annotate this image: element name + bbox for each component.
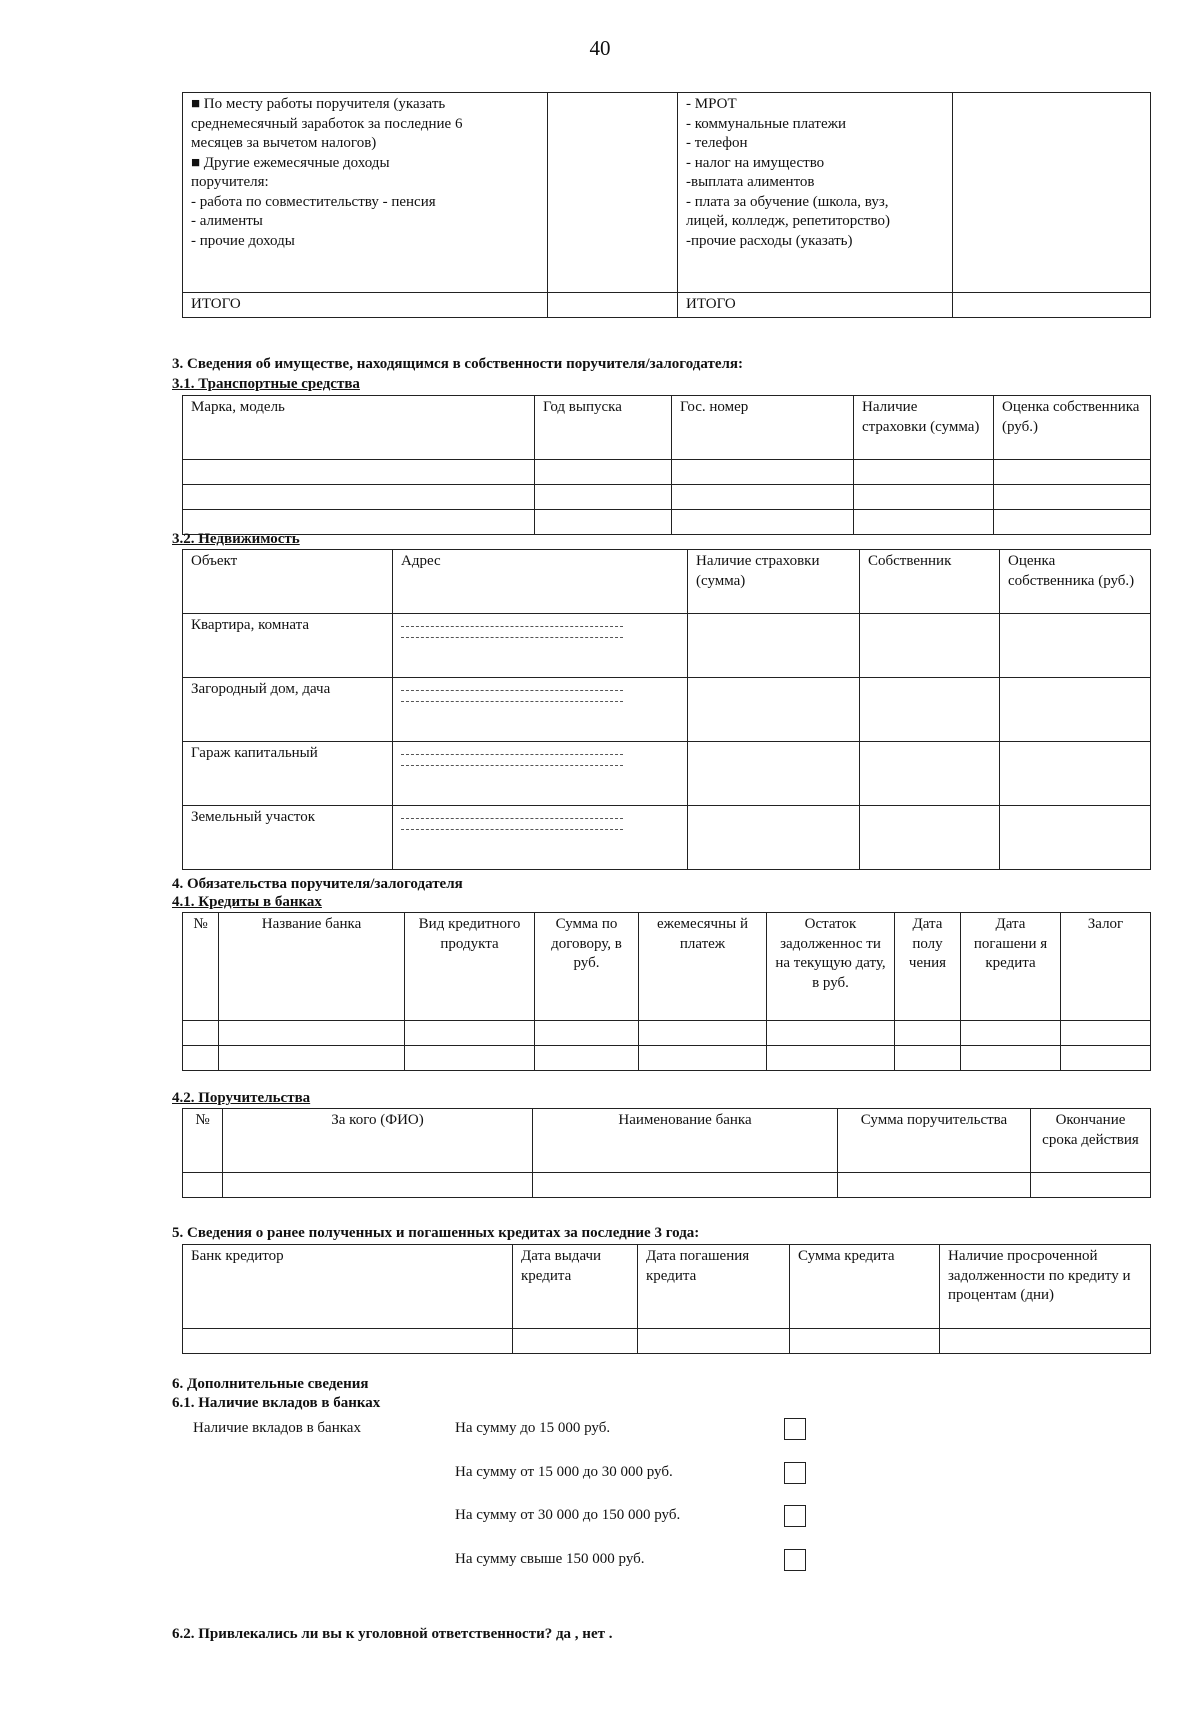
- section62-question: 6.2. Привлекались ли вы к уголовной ответственности? да , нет .: [172, 1626, 613, 1642]
- row-label: Квартира, комната: [183, 614, 393, 678]
- table-cell[interactable]: [860, 678, 1000, 742]
- section61-title: 6.1. Наличие вкладов в банках: [172, 1395, 381, 1411]
- income-line: ■ По месту работы поручителя (указать: [191, 96, 446, 112]
- income-line: поручителя:: [191, 174, 269, 190]
- income-line: - прочие доходы: [191, 232, 295, 249]
- col-header: Дата выдачи кредита: [513, 1245, 638, 1329]
- address-cell[interactable]: [393, 742, 688, 806]
- table-cell[interactable]: [535, 1046, 639, 1071]
- table-cell[interactable]: [1061, 1021, 1151, 1046]
- table-row: [183, 614, 1151, 678]
- col-header: Наличие страховки (сумма): [688, 550, 860, 614]
- real-estate-table: [182, 549, 1151, 870]
- col-header: Гос. номер: [672, 396, 854, 460]
- table-cell[interactable]: [688, 614, 860, 678]
- expense-line: лицей, колледж, репетиторство): [686, 213, 890, 229]
- deposit-checkbox[interactable]: [784, 1505, 806, 1527]
- table-row: [183, 742, 1151, 806]
- income-line: среднемесячный заработок за последние 6: [191, 115, 463, 132]
- table-cell[interactable]: [838, 1173, 1031, 1198]
- table-cell[interactable]: [1000, 742, 1151, 806]
- table-row: [183, 1329, 1151, 1354]
- col-header: Окончание срока действия: [1031, 1109, 1151, 1173]
- table-cell[interactable]: [860, 614, 1000, 678]
- col-header: Дата полу чения: [895, 913, 961, 1021]
- guarantees-table: [182, 1108, 1151, 1198]
- col-header: Сумма кредита: [790, 1245, 940, 1329]
- col-header: Наличие просроченной задолженности по кредиту и процентам (дни): [940, 1245, 1151, 1329]
- row-label: Гараж капитальный: [183, 742, 393, 806]
- expense-line: - налог на имущество: [686, 154, 825, 171]
- col-header: ежемесячны й платеж: [639, 913, 767, 1021]
- section41-title: 4.1. Кредиты в банках: [172, 894, 322, 910]
- table-row: [183, 1173, 1151, 1198]
- table-cell[interactable]: [854, 485, 994, 510]
- col-header: Наличие страховки (сумма): [854, 396, 994, 460]
- expense-line: -выплата алиментов: [686, 174, 815, 190]
- table-cell[interactable]: [1061, 1046, 1151, 1071]
- bank-credits-table: [182, 912, 1151, 1071]
- table-cell[interactable]: [1000, 806, 1151, 870]
- table-cell[interactable]: [1000, 614, 1151, 678]
- col-header: Марка, модель: [183, 396, 535, 460]
- income-line: - алименты: [191, 213, 263, 229]
- section6-title: 6. Дополнительные сведения: [172, 1376, 369, 1392]
- table-cell[interactable]: [183, 1329, 513, 1354]
- row-label: Земельный участок: [183, 806, 393, 870]
- table-cell[interactable]: [895, 1021, 961, 1046]
- income-expense-table: [182, 92, 1151, 318]
- table-cell[interactable]: [767, 1046, 895, 1071]
- table-cell[interactable]: [183, 460, 535, 485]
- table-cell[interactable]: [1031, 1173, 1151, 1198]
- table-cell[interactable]: [672, 485, 854, 510]
- table-row: [183, 806, 1151, 870]
- table-row: [183, 510, 1151, 535]
- col-header: Сумма поручительства: [838, 1109, 1031, 1173]
- col-header: №: [183, 913, 219, 1021]
- row-label: Загородный дом, дача: [183, 678, 393, 742]
- col-header: Год выпуска: [535, 396, 672, 460]
- table-cell[interactable]: [183, 1173, 223, 1198]
- table-cell[interactable]: [895, 1046, 961, 1071]
- income-line: месяцев за вычетом налогов): [191, 135, 377, 151]
- table-cell[interactable]: [638, 1329, 790, 1354]
- col-header: Дата погашени я кредита: [961, 913, 1061, 1021]
- deposit-checkbox[interactable]: [784, 1462, 806, 1484]
- deposit-option-label: На сумму от 30 000 до 150 000 руб.: [455, 1507, 681, 1523]
- table-cell[interactable]: [639, 1046, 767, 1071]
- vehicles-table: [182, 395, 1151, 535]
- table-cell[interactable]: [535, 485, 672, 510]
- income-sources-cell: [183, 93, 548, 293]
- col-header: Оценка собственника (руб.): [1000, 550, 1151, 614]
- past-credits-table: [182, 1244, 1151, 1354]
- table-cell[interactable]: [183, 485, 535, 510]
- table-cell[interactable]: [940, 1329, 1151, 1354]
- table-cell[interactable]: [223, 1173, 533, 1198]
- col-header: Залог: [1061, 913, 1151, 1021]
- table-cell[interactable]: [961, 1021, 1061, 1046]
- section5-title: 5. Сведения о ранее полученных и погашенных кредитах за последние 3 года:: [172, 1225, 700, 1241]
- col-header: Оценка собственника (руб.): [994, 396, 1151, 460]
- income-total-value[interactable]: [548, 293, 678, 318]
- table-cell[interactable]: [688, 806, 860, 870]
- table-cell[interactable]: [672, 460, 854, 485]
- table-cell[interactable]: [405, 1021, 535, 1046]
- table-cell[interactable]: [961, 1046, 1061, 1071]
- address-cell[interactable]: [393, 806, 688, 870]
- section4-title: 4. Обязательства поручителя/залогодателя: [172, 876, 463, 892]
- col-header: №: [183, 1109, 223, 1173]
- table-cell[interactable]: [219, 1046, 405, 1071]
- table-cell[interactable]: [535, 510, 672, 535]
- table-cell[interactable]: [854, 460, 994, 485]
- col-header: За кого (ФИО): [223, 1109, 533, 1173]
- section31-title: 3.1. Транспортные средства: [172, 376, 360, 392]
- section42-title: 4.2. Поручительства: [172, 1090, 311, 1106]
- expense-amount-cell[interactable]: [953, 93, 1151, 293]
- col-header: Собственник: [860, 550, 1000, 614]
- income-line: - работа по совместительству - пенсия: [191, 193, 436, 210]
- col-header: Сумма по договору, в руб.: [535, 913, 639, 1021]
- col-header: Банк кредитор: [183, 1245, 513, 1329]
- table-cell[interactable]: [219, 1021, 405, 1046]
- income-amount-cell[interactable]: [548, 93, 678, 293]
- income-total-label: ИТОГО: [183, 293, 548, 318]
- deposit-option-label: На сумму до 15 000 руб.: [455, 1420, 611, 1436]
- expense-items-cell: [678, 93, 953, 293]
- table-cell[interactable]: [1000, 678, 1151, 742]
- table-cell[interactable]: [535, 460, 672, 485]
- table-cell[interactable]: [513, 1329, 638, 1354]
- deposit-option-label: На сумму от 15 000 до 30 000 руб.: [455, 1464, 673, 1480]
- col-header: Остаток задолженнос ти на текущую дату, в руб.: [767, 913, 895, 1021]
- section3-title: 3. Сведения об имуществе, находящимся в собственности поручителя/залогодателя:: [172, 356, 744, 372]
- table-row: [183, 678, 1151, 742]
- table-row: [183, 1021, 1151, 1046]
- table-cell[interactable]: [405, 1046, 535, 1071]
- table-cell[interactable]: [790, 1329, 940, 1354]
- expense-total-value[interactable]: [953, 293, 1151, 318]
- table-cell[interactable]: [535, 1021, 639, 1046]
- expense-line: - коммунальные платежи: [686, 115, 847, 132]
- section32-title: 3.2. Недвижимость: [172, 531, 300, 547]
- expense-total-label: ИТОГО: [678, 293, 953, 318]
- table-cell[interactable]: [533, 1173, 838, 1198]
- table-cell[interactable]: [688, 678, 860, 742]
- table-cell[interactable]: [672, 510, 854, 535]
- expense-line: - телефон: [686, 135, 748, 151]
- table-cell[interactable]: [994, 485, 1151, 510]
- col-header: Наименование банка: [533, 1109, 838, 1173]
- page-number: 40: [589, 36, 611, 60]
- table-row: [183, 485, 1151, 510]
- deposit-checkbox[interactable]: [784, 1418, 806, 1440]
- table-cell[interactable]: [994, 460, 1151, 485]
- table-cell[interactable]: [994, 510, 1151, 535]
- table-cell[interactable]: [860, 806, 1000, 870]
- address-cell[interactable]: [393, 614, 688, 678]
- table-cell[interactable]: [639, 1021, 767, 1046]
- table-row: [183, 460, 1151, 485]
- col-header: Объект: [183, 550, 393, 614]
- address-cell[interactable]: [393, 678, 688, 742]
- expense-line: - МРОТ: [686, 96, 737, 112]
- deposits-label: Наличие вкладов в банках: [193, 1420, 361, 1436]
- deposit-option-label: На сумму свыше 150 000 руб.: [455, 1551, 645, 1567]
- table-cell[interactable]: [860, 742, 1000, 806]
- expense-line: - плата за обучение (школа, вуз,: [686, 193, 889, 210]
- table-cell[interactable]: [767, 1021, 895, 1046]
- col-header: Адрес: [393, 550, 688, 614]
- table-row: [183, 1046, 1151, 1071]
- table-cell[interactable]: [183, 1046, 219, 1071]
- table-cell[interactable]: [688, 742, 860, 806]
- col-header: Вид кредитного продукта: [405, 913, 535, 1021]
- income-line: ■ Другие ежемесячные доходы: [191, 154, 390, 171]
- table-cell[interactable]: [183, 1021, 219, 1046]
- expense-line: -прочие расходы (указать): [686, 232, 853, 249]
- deposit-checkbox[interactable]: [784, 1549, 806, 1571]
- table-cell[interactable]: [854, 510, 994, 535]
- col-header: Дата погашения кредита: [638, 1245, 790, 1329]
- col-header: Название банка: [219, 913, 405, 1021]
